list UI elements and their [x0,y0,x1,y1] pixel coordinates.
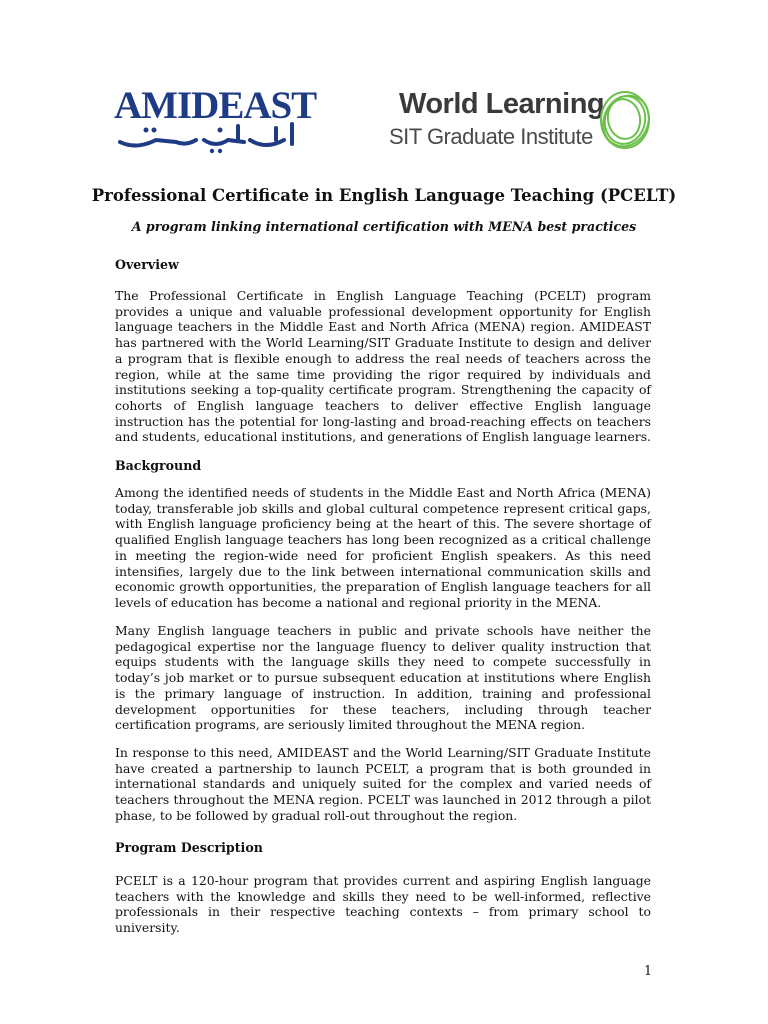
section-heading-program-description: Program Description [115,840,263,855]
document-subtitle: A program linking international certification with MENA best practices [131,219,637,234]
background-paragraph-1: Among the identified needs of students in the Middle East and North Africa (MENA) today, transferable job skills and global cultural competence represent critical gaps, with English language proficiency being at the heart of this. The severe shortage of qualified English language teachers has long been recognized as a critical challenge in meeting the region-wide need for proficient English speakers. As this need intensifies, largely due to the link between international communication skills and economic growth opportunities, the preparation of English language teachers for all levels of education has become a national and regional priority in the MENA. [115,485,651,610]
world-learning-logo [388,86,653,156]
program-description-paragraph: PCELT is a 120-hour program that provides current and aspiring English language teachers with the knowledge and skills they need to be well-informed, reflective professionals in their respective teaching contexts – from primary school to university. [115,873,651,936]
world-learning-logo-title: World Learning [399,88,605,120]
world-learning-logo-subtitle: SIT Graduate Institute [389,124,593,149]
overview-paragraph: The Professional Certificate in English Language Teaching (PCELT) program provides a unique and valuable professional development opportunity for English language teachers in the Middle East and North Africa (MENA) region. AMIDEAST has partnered with the World Learning/SIT Graduate Institute to design and deliver a program that is flexible enough to address the real needs of teachers across the region, while at the same time providing the rigor required by individuals and institutions seeking a top-quality certificate program. Strengthening the capacity of cohorts of English language teachers to deliver effective English language instruction has the potential for long-lasting and broad-reaching effects on teachers and students, educational institutions, and generations of English language learners. [115,288,651,445]
amideast-logo [114,84,317,156]
document-title: Professional Certificate in English Language Teaching (PCELT) [91,186,677,205]
section-heading-overview: Overview [115,257,179,272]
page-number: 1 [643,963,652,978]
amideast-arabic-lettering [116,120,300,154]
background-paragraph-2: Many English language teachers in public and private schools have neither the pedagogical expertise nor the language fluency to deliver quality instruction that equips students with the language skills they need to compete successfully in today’s job market or to pursue subsequent education at institutions where English is the primary language of instruction. In addition, training and professional development opportunities for these teachers, including through teacher certification programs, are seriously limited throughout the MENA region. [115,623,651,733]
section-heading-background: Background [115,458,202,473]
world-learning-ring-icon [595,86,653,152]
background-paragraph-3: In response to this need, AMIDEAST and the World Learning/SIT Graduate Institute have created a partnership to launch PCELT, a program that is both grounded in international standards and uniquely suited for the complex and varied needs of teachers throughout the MENA region. PCELT was launched in 2012 through a pilot phase, to be followed by gradual roll-out throughout the region. [115,745,651,823]
amideast-logo-text: AMIDEAST [114,84,317,127]
